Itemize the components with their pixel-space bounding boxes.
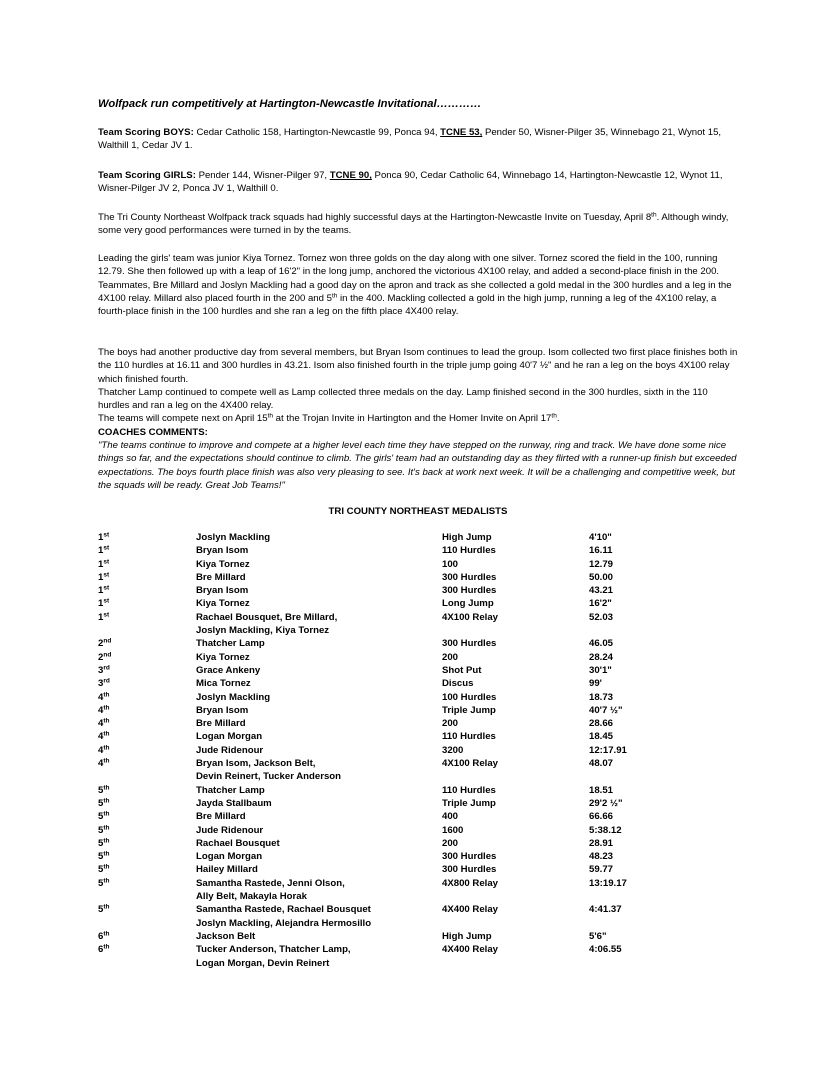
medal-place	[98, 571, 109, 584]
medalist-row	[98, 584, 738, 597]
medal-event: 400	[442, 811, 459, 823]
medal-place	[98, 744, 109, 757]
medal-mark: 18.73	[589, 691, 614, 703]
medal-mark: 5'6"	[589, 930, 607, 942]
medalist-row	[98, 877, 738, 904]
medal-place	[98, 930, 109, 943]
medal-place-number: 6	[98, 930, 104, 942]
medal-place-number: 5	[98, 904, 104, 916]
medalist-name-line: Bryan Isom	[196, 704, 249, 716]
medalists-table	[98, 531, 738, 970]
headline: Wolfpack run competitively at Hartington-Newcastle Invitational…………	[98, 98, 482, 110]
medal-event: Long Jump	[442, 598, 494, 610]
boys-scoring-tcne: TCNE 53,	[440, 127, 483, 138]
medal-mark: 18.51	[589, 784, 614, 796]
medalist-names	[196, 664, 436, 677]
medal-event: 4X400 Relay	[442, 904, 499, 916]
medal-place-number: 1	[98, 571, 104, 583]
medal-event: 100 Hurdles	[442, 691, 497, 703]
medal-mark: 29'2 ½"	[589, 797, 623, 809]
medal-place-number: 5	[98, 811, 104, 823]
medal-place	[98, 797, 109, 810]
medal-place-number: 2	[98, 651, 104, 663]
medalists-title: TRI COUNTY NORTHEAST MEDALISTS	[328, 506, 508, 517]
medal-mark: 16.11	[589, 545, 613, 557]
boys-story-p3-c: .	[556, 413, 560, 425]
medalist-name-line: Joslyn Mackling, Kiya Tornez	[196, 625, 330, 637]
medal-place-number: 1	[98, 545, 104, 557]
medal-mark: 46.05	[589, 638, 614, 650]
medal-event: High Jump	[442, 930, 492, 942]
medal-place-suffix: st	[103, 584, 110, 592]
intro-sup: th	[651, 211, 657, 219]
boys-story-p2: Thatcher Lamp continued to compete well as Lamp collected three medals on the day. Lamp finished second in the 300 hurdles, sixth in the 110 hurdles and ran a leg on the 4X400 relay.	[98, 386, 708, 412]
medalist-name-line: Jude Ridenour	[196, 824, 264, 836]
medalist-names	[196, 677, 436, 690]
medal-place	[98, 784, 109, 797]
medal-event: 4X400 Relay	[442, 944, 499, 956]
medal-mark: 12:17.91	[589, 744, 627, 756]
medalist-names	[196, 810, 436, 823]
medal-place-number: 5	[98, 851, 104, 863]
medal-mark: 12.79	[589, 558, 614, 570]
medal-place-number: 1	[98, 585, 104, 597]
medal-place-suffix: th	[103, 757, 110, 765]
medal-place-suffix: st	[103, 611, 110, 619]
medal-place-number: 1	[98, 532, 104, 543]
medal-mark: 48.23	[589, 851, 614, 863]
medal-place	[98, 611, 109, 624]
medalist-name-line: Bre Millard	[196, 571, 246, 583]
medal-mark: 18.45	[589, 731, 614, 743]
medalist-names	[196, 544, 436, 557]
medalist-row	[98, 611, 738, 638]
boys-story-p3-sup2: th	[551, 412, 557, 420]
medalist-name-line: Rachael Bousquet, Bre Millard,	[196, 611, 338, 623]
coaches-quote: "The teams continue to improve and compete at a higher level each time they have stepped on the runway, ring and track. We have done some nice things so far, and the expectations should continue to climb. The girls' team had an outstanding day as they flirted with a runner-up finish but exceeded expectations. The boys fourth place finish was also very pleasing to see. It's back at work next week. It will be a challenging and competitive week, but the squads will be ready. Great Job Teams!"	[98, 440, 737, 491]
medal-place	[98, 544, 109, 557]
girls-scoring-after: Ponca 90, Cedar Catholic 64, Winnebago 14, Hartington-Newcastle 12, Wynot 11, Wisner-Pilger JV 2, Ponca JV 1, Walthill 0.	[98, 170, 723, 195]
medal-place-suffix: nd	[103, 651, 112, 659]
medalist-name-line: Samantha Rastede, Rachael Bousquet	[196, 904, 371, 916]
medalist-names	[196, 611, 436, 638]
medal-place	[98, 837, 109, 850]
boys-story	[98, 346, 738, 492]
medal-place	[98, 584, 109, 597]
medalist-name-line: Tucker Anderson, Thatcher Lamp,	[196, 944, 351, 956]
medal-place-number: 4	[98, 691, 104, 703]
medalist-name-line: Joslyn Mackling	[196, 532, 271, 543]
medalist-row	[98, 531, 738, 544]
medal-place	[98, 850, 109, 863]
medal-event: Discus	[442, 678, 474, 690]
medal-place-suffix: th	[103, 943, 110, 951]
girls-story-p2-sup: th	[331, 292, 338, 300]
medal-place-number: 6	[98, 944, 104, 956]
girls-scoring-tcne: TCNE 90,	[329, 170, 372, 181]
medal-place-suffix: th	[103, 691, 110, 699]
medal-place-number: 3	[98, 678, 104, 690]
medalist-row	[98, 637, 738, 650]
medal-event: 100	[442, 558, 459, 570]
medal-place	[98, 810, 109, 823]
medalist-names	[196, 637, 436, 650]
medal-event: 110 Hurdles	[442, 545, 496, 557]
medalist-name-line: Bryan Isom, Jackson Belt,	[196, 758, 316, 770]
medal-place	[98, 730, 109, 743]
medalist-row	[98, 824, 738, 837]
medal-mark: 99'	[589, 678, 602, 690]
medalist-row	[98, 757, 738, 784]
medal-place-number: 4	[98, 744, 104, 756]
medalist-name-line: Logan Morgan, Devin Reinert	[196, 957, 330, 969]
medal-place-number: 2	[98, 638, 104, 650]
medal-place-suffix: th	[103, 797, 110, 805]
medalist-name-line: Thatcher Lamp	[196, 638, 265, 650]
medal-place-number: 1	[98, 611, 104, 623]
medalist-name-line: Samantha Rastede, Jenni Olson,	[196, 877, 345, 889]
medalist-names	[196, 704, 436, 717]
medal-mark: 59.77	[589, 864, 614, 876]
medal-place-number: 1	[98, 598, 104, 610]
girls-scoring-before: Pender 144, Wisner-Pilger 97,	[195, 170, 330, 181]
medalist-names	[196, 877, 436, 904]
medal-event: 300 Hurdles	[442, 571, 497, 583]
medal-place	[98, 691, 109, 704]
medal-mark: 4:06.55	[589, 944, 622, 956]
medal-place	[98, 863, 109, 876]
medalist-names	[196, 558, 436, 571]
medal-mark: 50.00	[589, 571, 614, 583]
boys-scoring-label: Team Scoring BOYS:	[98, 127, 194, 138]
medal-place-number: 5	[98, 797, 104, 809]
medal-mark: 13:19.17	[589, 877, 627, 889]
medalist-names	[196, 797, 436, 810]
medalist-row	[98, 558, 738, 571]
medal-event: 110 Hurdles	[442, 784, 496, 796]
medalist-name-line: Kiya Tornez	[196, 598, 250, 610]
medalist-names	[196, 571, 436, 584]
medal-event: 200	[442, 651, 459, 663]
medalist-names	[196, 824, 436, 837]
medalist-name-line: Bre Millard	[196, 811, 246, 823]
medalist-name-line: Grace Ankeny	[196, 664, 261, 676]
medalist-row	[98, 930, 738, 943]
coaches-comments-heading: COACHES COMMENTS:	[98, 426, 208, 438]
boys-scoring-before: Cedar Catholic 158, Hartington-Newcastle 99, Ponca 94,	[193, 127, 441, 138]
medal-place	[98, 677, 110, 690]
medalist-names	[196, 730, 436, 743]
medalist-name-line: Bryan Isom	[196, 585, 249, 597]
medalist-row	[98, 863, 738, 876]
medalist-row	[98, 744, 738, 757]
medal-place-suffix: th	[103, 744, 110, 752]
medalist-names	[196, 837, 436, 850]
girls-story-p2	[98, 279, 738, 319]
medalist-names	[196, 691, 436, 704]
medalist-row	[98, 571, 738, 584]
medalist-names	[196, 784, 436, 797]
medalist-names	[196, 943, 436, 970]
girls-story	[98, 252, 738, 318]
medalist-row	[98, 943, 738, 970]
medalist-name-line: Bryan Isom	[196, 545, 249, 557]
medal-place-suffix: st	[103, 558, 110, 566]
medalist-name-line: Joslyn Mackling, Alejandra Hermosillo	[196, 917, 372, 929]
medal-place-number: 3	[98, 664, 104, 676]
medal-mark: 48.07	[589, 758, 614, 770]
medal-place-suffix: th	[103, 850, 110, 858]
medal-place	[98, 824, 109, 837]
medal-place	[98, 637, 111, 650]
medal-mark: 40'7 ½"	[589, 704, 623, 716]
medalist-name-line: Devin Reinert, Tucker Anderson	[196, 771, 342, 783]
medal-place	[98, 531, 109, 544]
medal-place	[98, 757, 109, 770]
medalist-names	[196, 584, 436, 597]
medal-place	[98, 903, 109, 916]
medal-mark: 4:41.37	[589, 904, 622, 916]
girls-team-scoring	[98, 169, 738, 196]
medal-mark: 16'2"	[589, 598, 612, 610]
medal-place-number: 4	[98, 718, 104, 730]
medalist-name-line: Jude Ridenour	[196, 744, 264, 756]
boys-story-p1: The boys had another productive day from several members, but Bryan Isom continues to lead the group. Isom collected two first place finishes both in the 110 hurdles at 16.11 and 300 hurdles in 43.21. Isom also finished fourth in the triple jump going 40'7 ½" and he ran a leg on the boys 4X100 relay which finished fourth.	[98, 347, 738, 385]
medalist-row	[98, 837, 738, 850]
medal-place-suffix: th	[103, 717, 110, 725]
medal-place-number: 5	[98, 784, 104, 796]
medal-place-suffix: st	[103, 531, 110, 539]
boys-scoring-after: Pender 50, Wisner-Pilger 35, Winnebago 21, Wynot 15, Walthill 1, Cedar JV 1.	[98, 127, 722, 152]
medal-place	[98, 651, 111, 664]
medalist-name-line: Bre Millard	[196, 718, 246, 730]
medal-place-suffix: th	[103, 863, 110, 871]
medal-mark: 5:38.12	[589, 824, 622, 836]
medalist-names	[196, 531, 436, 544]
medal-mark: 28.24	[589, 651, 614, 663]
medal-place	[98, 558, 109, 571]
medalist-row	[98, 677, 738, 690]
medal-event: 110 Hurdles	[442, 731, 496, 743]
medal-place-number: 4	[98, 731, 104, 743]
boys-team-scoring	[98, 126, 738, 153]
medalist-names	[196, 757, 436, 784]
medal-place-suffix: th	[103, 930, 110, 938]
medal-event: Triple Jump	[442, 704, 496, 716]
medalist-row	[98, 784, 738, 797]
medal-place-suffix: th	[103, 903, 110, 911]
medal-place-number: 5	[98, 864, 104, 876]
medal-event: 1600	[442, 824, 464, 836]
medalist-name-line: Kiya Tornez	[196, 651, 250, 663]
medalist-row	[98, 597, 738, 610]
medal-event: 200	[442, 837, 459, 849]
medalist-names	[196, 930, 436, 943]
medal-event: Shot Put	[442, 664, 482, 676]
medal-mark: 30'1"	[589, 664, 612, 676]
medalist-name-line: Logan Morgan	[196, 731, 263, 743]
medal-place-suffix: st	[103, 544, 110, 552]
medalist-row	[98, 651, 738, 664]
boys-story-p3	[98, 412, 738, 425]
medal-place-number: 5	[98, 824, 104, 836]
medalist-name-line: Jackson Belt	[196, 930, 256, 942]
medalist-row	[98, 850, 738, 863]
medal-place-number: 4	[98, 758, 104, 770]
medal-place	[98, 877, 109, 890]
medal-place	[98, 704, 109, 717]
medal-mark: 43.21	[589, 585, 614, 597]
medalist-names	[196, 717, 436, 730]
medal-place-suffix: st	[103, 597, 110, 605]
medalist-name-line: Mica Tornez	[196, 678, 251, 690]
medalist-row	[98, 797, 738, 810]
medal-event: 200	[442, 718, 459, 730]
medal-event: 4X100 Relay	[442, 758, 499, 770]
medal-place-suffix: th	[103, 730, 110, 738]
medalist-row	[98, 691, 738, 704]
intro-text-b: . Although windy, some very good performances were turned in by the teams.	[98, 212, 729, 237]
medalist-row	[98, 717, 738, 730]
medalist-name-line: Thatcher Lamp	[196, 784, 265, 796]
medal-event: 300 Hurdles	[442, 851, 497, 863]
medal-place-suffix: th	[103, 784, 110, 792]
medal-place	[98, 664, 110, 677]
medal-place	[98, 717, 109, 730]
medal-place-suffix: th	[103, 837, 110, 845]
boys-story-p3-a: The teams will compete next on April 15	[98, 413, 268, 425]
medal-place-number: 5	[98, 877, 104, 889]
medal-event: 300 Hurdles	[442, 638, 497, 650]
medalist-name-line: Jayda Stallbaum	[196, 797, 272, 809]
medal-event: 4X800 Relay	[442, 877, 499, 889]
medal-place-number: 5	[98, 837, 104, 849]
medal-mark: 28.66	[589, 718, 614, 730]
intro-paragraph	[98, 211, 738, 238]
medal-event: 4X100 Relay	[442, 611, 499, 623]
medal-place	[98, 943, 109, 956]
medalist-name-line: Ally Belt, Makayla Horak	[196, 891, 307, 903]
girls-scoring-label: Team Scoring GIRLS:	[98, 170, 196, 181]
medalist-row	[98, 664, 738, 677]
medalist-row	[98, 810, 738, 823]
medalist-row	[98, 903, 738, 930]
medal-event: High Jump	[442, 532, 492, 543]
medal-place-suffix: th	[103, 810, 110, 818]
girls-story-p1: Leading the girls' team was junior Kiya Tornez. Tornez won three golds on the day along with one silver. Tornez scored the field in the 100, running 12.79. She then followed up with a leap of 16'2" in the long jump, anchored the victorious 4X100 relay, and added a second-place finish in the 200.	[98, 253, 720, 278]
girls-story-p2-b: in the 400. Mackling collected a gold in the high jump, running a leg of the 4X100 relay, a fourth-place finish in the 100 hurdles and she ran a leg on the fifth place 4X400 relay.	[98, 292, 717, 318]
medal-mark: 52.03	[589, 611, 614, 623]
medal-place-suffix: th	[103, 824, 110, 832]
medalist-name-line: Rachael Bousquet	[196, 837, 280, 849]
medalist-names	[196, 744, 436, 757]
medal-place-suffix: th	[103, 704, 110, 712]
medal-place-number: 1	[98, 558, 104, 570]
medal-place-number: 4	[98, 704, 104, 716]
medal-place-suffix: rd	[103, 677, 110, 685]
medalist-name-line: Hailey Millard	[196, 864, 258, 876]
medal-place	[98, 597, 109, 610]
medalist-name-line: Joslyn Mackling	[196, 691, 271, 703]
boys-story-p3-sup1: th	[267, 412, 273, 420]
medal-mark: 66.66	[589, 811, 614, 823]
intro-text-a: The Tri County Northeast Wolfpack track squads had highly successful days at the Hartington-Newcastle Invite on Tuesday, April 8	[98, 212, 652, 223]
boys-story-p3-b: at the Trojan Invite in Hartington and the Homer Invite on April 17	[273, 413, 552, 425]
medal-mark: 4'10"	[589, 532, 612, 543]
medal-place-suffix: st	[103, 571, 110, 579]
medalist-names	[196, 863, 436, 876]
medalist-names	[196, 850, 436, 863]
girls-story-p2-a: Teammates, Bre Millard and Joslyn Mackling had a good day on the apron and track as she collected a gold medal in the 300 hurdles and a leg in the 4X100 relay. Millard also placed fourth in the 200 and 5	[98, 279, 732, 304]
medal-place-suffix: th	[103, 877, 110, 885]
medal-place-suffix: rd	[103, 664, 110, 672]
medalist-names	[196, 597, 436, 610]
medal-mark: 28.91	[589, 837, 614, 849]
medalist-row	[98, 730, 738, 743]
medal-event: 300 Hurdles	[442, 864, 497, 876]
medal-event: Triple Jump	[442, 797, 496, 809]
medal-place-suffix: nd	[103, 637, 112, 645]
medalist-row	[98, 544, 738, 557]
medalist-names	[196, 903, 436, 930]
medal-event: 300 Hurdles	[442, 585, 497, 597]
medal-event: 3200	[442, 744, 464, 756]
medalist-names	[196, 651, 436, 664]
medalist-name-line: Logan Morgan	[196, 851, 263, 863]
medalist-name-line: Kiya Tornez	[196, 558, 250, 570]
medalist-row	[98, 704, 738, 717]
